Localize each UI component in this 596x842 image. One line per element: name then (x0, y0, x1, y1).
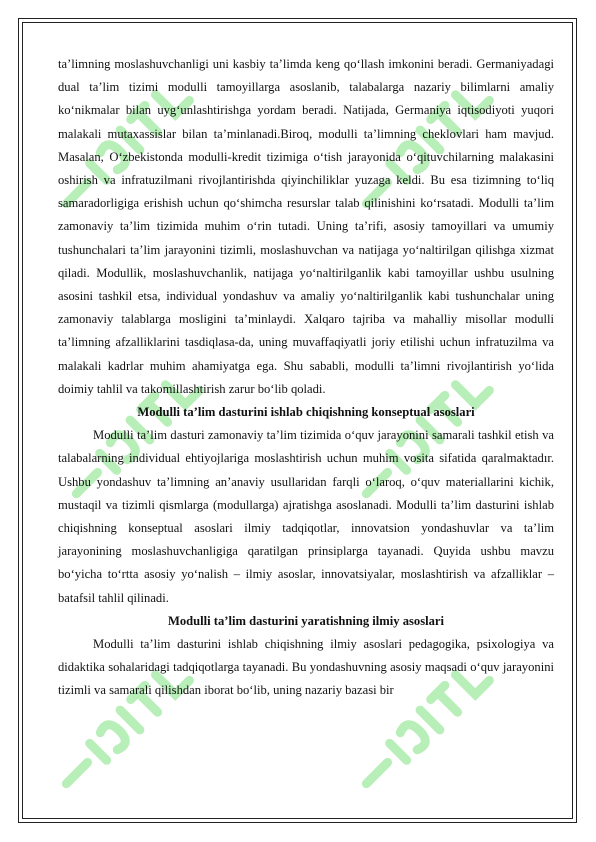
paragraph-1: ta’limning moslashuvchanligi uni kasbiy ta’limda keng qo‘llash imkonini beradi. Germaniyadagi dual ta’lim tizimi modulli tamoyillarga asoslanib, talabalarga nazariy bilimlarni amaliy ko‘nikmalar bilan uyg‘unlashtirishga yordam beradi. Natijada, Germaniya iqtisodiyoti yuqori malakali mutaxassislar bilan ta’minlanadi.Biroq, modulli ta’limning cheklovlari ham mavjud. Masalan, O‘zbekistonda modulli-kredit tizimiga o‘tish jarayonida o‘qituvchilarning malakasini oshirish va infratuzilmani rivojlantirishda qiyinchiliklar yuzaga keldi. Bu esa tizimning to‘liq samaradorligiga erishish uchun qo‘shimcha resurslar talab qilinishini ko‘rsatadi. Modulli ta’lim zamonaviy ta’lim tizimida muhim o‘rin tutadi. Uning ta’rifi, asosiy tamoyillari va umumiy tushunchalari ta’lim jarayonini tizimli, moslashuvchan va natijaga yo‘naltirilgan qilishga xizmat qiladi. Modullik, moslashuvchanlik, natijaga yo‘naltirilganlik kabi tamoyillar ushbu usulning asosini tashkil etsa, individual yondashuv va amaliy yo‘naltirilganlik kabi tushunchalar uning zamonaviy talablarga mosligini ta’minlaydi. Xalqaro tajriba va mahalliy misollar modulli ta’limning afzalliklarini tasdiqlasa-da, uning muvaffaqiyatli joriy etilishi uchun infratuzilma va malakali kadrlar muhim ahamiyatga ega. Shu sababli, modulli ta’limni rivojlantirish yo‘lida doimiy tahlil va takomillashtirish zarur bo‘lib qoladi. (58, 57, 554, 396)
paragraph-2: Modulli ta’lim dasturi zamonaviy ta’lim tizimida o‘quv jarayonini samarali tashkil etish va talabalarning individual ehtiyojlariga moslashtirish uchun muhim vosita sifatida qaralmaktadır. Ushbu yondashuv ta’limning an’anaviy usullaridan farqli o‘laroq, o‘quv materiallarini kichik, mustaqil va tizimli qismlarga (modullarga) ajratishga asoslanadi. Modulli ta’lim dasturini ishlab chiqishning konseptual asoslari ilmiy tadqiqotlar, innovatsion yondashuvlar va ta’lim jarayonining moslashuvchanligiga qaratilgan prinsiplarga tayanadi. Quyida ushbu mavzu bo‘yicha to‘rtta asosiy yo‘nalish – ilmiy asoslar, innovatsiyalar, moslashtirish va afzalliklar – batafsil tahlil qilinadi. (58, 428, 554, 605)
document-body (58, 53, 554, 703)
paragraph-3: Modulli ta’lim dasturini ishlab chiqishning ilmiy asoslari pedagogika, psixologiya va didaktika sohalaridagi tadqiqotlarga tayanadi. Bu yondashuvning asosiy maqsadi o‘quv jarayonini tizimli va samarali qilishdan iborat bo‘lib, uning nazariy bazasi bir (58, 637, 554, 698)
section-heading-2: Modulli ta’lim dasturini yaratishning ilmiy asoslari (167, 613, 445, 628)
section-heading-1: Modulli ta’lim dasturini ishlab chiqishning konseptual asoslari (137, 405, 475, 420)
